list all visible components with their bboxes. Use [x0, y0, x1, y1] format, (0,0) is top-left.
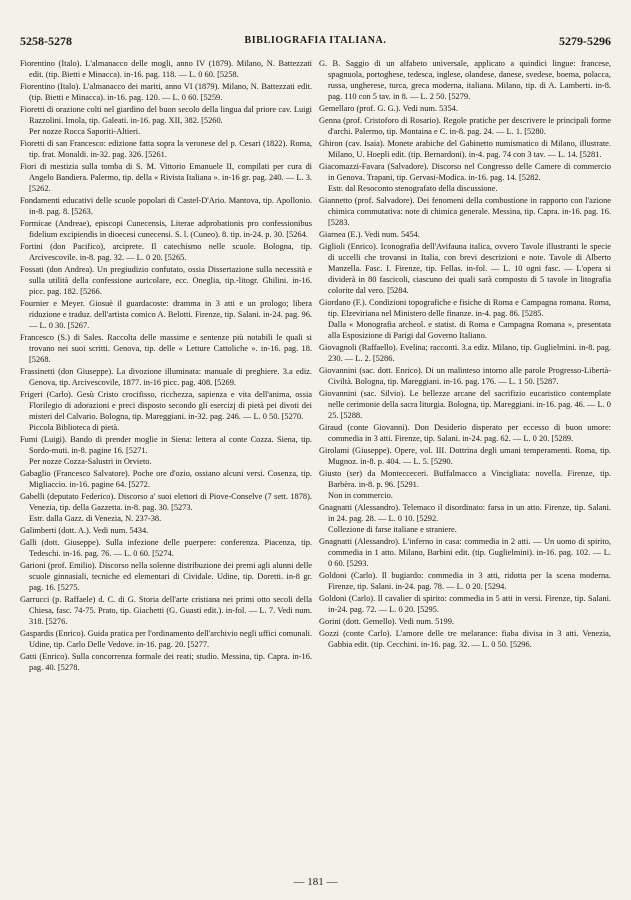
bibliography-entry: Goldoni (Carlo). Il cavalier di spirito: commedia in 5 atti in versi. Firenze, tip. Salani. in-24. pag. 72. — L. 0 20. [5295. — [319, 594, 611, 614]
bibliography-entry: Galimberti (dott. A.). Vedi num. 5434. — [20, 526, 149, 535]
bibliography-entry: Fiori di mestizia sulla tomba di S. M. Vittorio Emanuele II, compilati per cura di Angelo Bandiera. Palermo, tip. della « Rivista Italiana ». in-16 gr. pag. 240. — L. 3. [5262. — [20, 162, 312, 193]
bibliography-entry: Giusto (ser) da Montecceceri. Buffalmacco a Vincigliata: novella. Firenze, tip. Barbèra. in-8. p. 96. [5291. Non in commercio. — [319, 469, 611, 500]
entry-range-right: 5279-5296 — [559, 34, 611, 48]
bibliography-entry: Giacomazzi-Favara (Salvadore). Discorso nel Congresso delle Camere di commercio in Genova. Trapani, tip. Gervasi-Modica. in-16. pag. 14. [5282. Estr. dal Resoconto stenografato della discussione. — [319, 162, 611, 193]
bibliography-entry: G. B. Saggio di un alfabeto universale, applicato a quindici lingue: francese, spagnuola, portoghese, tedesca, inglese, olandese, danese, svedese, boema, polacca, russa, ungherese, turca, greca moderna, italiana. Milano, tip. di A. Lamberti. in-8. pag. 110 con 5 tav. in 8. — L. 2 50. [5279. — [319, 59, 611, 101]
bibliography-columns — [20, 58, 611, 870]
bibliography-entry: Fumi (Luigi). Bando di prender moglie in Siena: lettera al conte Cozza. Siena, tip. Sordo-muti. in-8. pagine 16. [5271. Per nozze Cozza-Salustri in Orvieto. — [20, 435, 312, 466]
bibliography-entry: Francesco (S.) di Sales. Raccolta delle massime e sentenze più notabili le quali si trovano nei suoi scritti. Genova, tip. delle « Letture Cattoliche ». in-16. pag. 18. [5268. — [20, 333, 312, 364]
bibliography-entry: Gatti (Enrico). Sulla concorrenza formale dei reati; studio. Messina, tip. Capra. in-16. pag. 40. [5278. — [20, 652, 312, 672]
bibliography-entry: Fortini (don Pacifico), arciprete. Il catechismo nelle scuole. Bologna, tip. Arcivescovile. in-8. pag. 32. — L. 0 20. [5265. — [20, 242, 312, 262]
bibliography-entry: Gnagnatti (Alessandro). Telemaco il disordinato: farsa in un atto. Firenze, tip. Salani. in 24. pag. 28. — L. 0 10. [5292. Collezione di farse italiane e straniere. — [319, 503, 611, 534]
left-column — [20, 58, 312, 870]
bibliography-entry: Fiorentino (Italo). L'almanacco delle mogli, anno IV (1879). Milano, N. Battezzati edit. (tip. Bietti e Minacca). in-16. pag. 118. — L. 0 60. [5258. — [20, 59, 312, 79]
bibliography-entry: Giannetto (prof. Salvadore). Dei fenomeni della combustione in rapporto con l'azione chimica commutativa: note di chimica generale. Messina, tip. Capra. in-16. pag. 16. [5283. — [319, 196, 611, 227]
bibliography-entry: Girolami (Giuseppe). Opere, vol. III. Dottrina degli umani temperamenti. Roma, tip. Mugnoz. in-8. p. 404. — L. 5. [5290. — [319, 446, 611, 466]
bibliography-entry: Gaspardis (Enrico). Guida pratica per l'ordinamento dell'archivio negli uffici comunali. Udine, tip. Carlo Delle Vedove. in-16. pag. 20. [5277. — [20, 629, 312, 649]
bibliography-entry: Gemellaro (prof. G. G.). Vedi num. 5354. — [319, 104, 458, 113]
page-number: — 181 — — [293, 876, 338, 888]
bibliography-entry: Fondamenti educativi delle scuole popolari di Castel-D'Ario. Mantova, tip. Apollonio. in-8. pag. 8. [5263. — [20, 196, 312, 216]
bibliography-entry: Giordano (F.). Condizioni topografiche e fisiche di Roma e Campagna romana. Roma, tip. Elzeviriana nel Ministero delle finanze. in-4. pag. 86. [5285. Dalla « Monografia archeol. e statist. di Roma e Campagna Romana », presentata alla Esposizione di Parigi dal Governo Italiano. — [319, 298, 611, 340]
page-header — [20, 32, 611, 52]
bibliography-entry: Gorini (dott. Gemello). Vedi num. 5199. — [319, 617, 454, 626]
bibliography-entry: Giarnea (E.). Vedi num. 5454. — [319, 230, 420, 239]
bibliography-entry: Gnagnatti (Alessandro). L'inferno in casa: commedia in 2 atti. — Un uomo di spirito, commedia in 1 atto. Milano, Barbini edit. (tip. Guglielmini). in-16. pag. 102. — L. 0 60. [5293. — [319, 537, 611, 568]
bibliography-entry: Galli (dott. Giuseppe). Sulla infezione delle puerpere: conferenza. Piacenza, tip. Tedeschi. in-16. pag. 76. — L. 0 60. [5274. — [20, 538, 312, 558]
bibliography-entry: Fournier e Meyer. Giosuè il guardacoste: dramma in 3 atti e un prologo; libera riduzione e traduz. dell'artista comico A. Belotti. Firenze, tip. Salani. in-24. pag. 96. — L. 0 30. [5267. — [20, 299, 312, 330]
bibliography-entry: Giglioli (Enrico). Iconografia dell'Avifauna italica, ovvero Tavole illustranti le specie di uccelli che trovansi in Italia, con brevi descrizioni e note. Tavole di Alberto Manzella. Fasc. I. Firenze, tip. Fellas. in-fol. — L. 10 ogni fasc. — L'opera si dividerà in 80 fascicoli, ciascuno dei quali sarà composto di 5 tavole in litografia colorite dal vero. [5284. — [319, 242, 611, 295]
bibliography-entry: Giovannini (sac. dott. Enrico). Di un malinteso intorno alle parole Progresso-Libertà-Civiltà. Bologna, tip. Mareggiani. in-16. pag. 176. — L. 1 50. [5287. — [319, 366, 611, 386]
bibliography-entry: Giovagnoli (Raffaello). Evelina; racconti. 3.a ediz. Milano, tip. Guglielmini. in-8. pag. 230. — L. 2. [5286. — [319, 343, 611, 363]
bibliography-entry: Ghiron (cav. Isaia). Monete arabiche del Gabinetto numismatico di Milano, illustrate. Milano, U. Hoepli edit. (tip. Bernardoni). in-4. pag. 74 con 3 tav. — L. 14. [5281. — [319, 139, 611, 159]
bibliography-entry: Garioni (prof. Emilio). Discorso nella solenne distribuzione dei premi agli alunni delle scuole ginnasiali, tecniche ed elementari di Cividale. Udine, tip. Doretti. in-8 gr. pag. 16. [5275. — [20, 561, 312, 592]
bibliography-entry: Frassinetti (don Giuseppe). La divozione illuminata: manuale di preghiere. 3.a ediz. Genova, tip. Arcivescovile, 1877. in-16 picc. pag. 408. [5269. — [20, 367, 312, 387]
bibliography-entry: Giovannini (sac. Silvio). Le bellezze arcane del sacrifizio eucaristico contemplate nelle cerimonie della sacra liturgia. Bologna, tip. Mareggiani. in-16. pag. 46. — L. 0 25. [5288. — [319, 389, 611, 420]
bibliography-entry: Fioretti di san Francesco: edizione fatta sopra la veronese del p. Cesari (1822). Roma, tip. frat. Monaldi. in-32. pag. 326. [5261. — [20, 139, 312, 159]
entry-range-left: 5258-5278 — [20, 34, 72, 48]
bibliography-entry: Giraud (conte Giovanni). Don Desiderio disperato per eccesso di buon umore: commedia in 3 atti. Firenze, tip. Salani. in-24. pag. 62. — L. 0 20. [5289. — [319, 423, 611, 443]
bibliography-entry: Formicae (Andreae), episcopi Cunecensis, Literae adprobationis pro confessionibus fidelium excipiendis in dioecesi cunecensi. S. l. (Cuneo). 8. tip. in-24. p. 30. [5264. — [20, 219, 312, 239]
bibliography-entry: Goldoni (Carlo). Il bugiardo: commedia in 3 atti, ridotta per la scena moderna. Firenze, tip. Salani. in-24. pag. 78. — L. 0 20. [5294. — [319, 571, 611, 591]
running-title: BIBLIOGRAFIA ITALIANA. — [244, 35, 387, 46]
bibliography-entry: Genna (prof. Cristoforo di Rosario). Regole pratiche per descrivere le principali forme d'archi. Palermo, tip. Montaina e C. in-8. pag. 24. — L. 1. [5280. — [319, 116, 611, 136]
bibliography-entry: Fiorentino (Italo). L'almanacco dei mariti, anno VI (1879). Milano, N. Battezzati edit. (tip. Bietti e Minacca). in-16. pag. 120. — L. 0 60. [5259. — [20, 82, 312, 102]
bibliography-entry: Gabelli (deputato Federico). Discorso a' suoi elettori di Piove-Conselve (7 sett. 1878). Venezia, tip. della Gazzetta. in-8. pag. 30. [5273. Estr. dalla Gazz. di Venezia, N. 237-38. — [20, 492, 312, 523]
bibliography-entry: Fioretti di orazione colti nel giardino del buon secolo della lingua dal priore cav. Luigi Razzolini. Imola, tip. Galeati. in-16. pag. XII, 382. [5260. Per nozze Rocca Saporiti-Altieri. — [20, 105, 312, 136]
bibliography-entry: Gabaglio (Francesco Salvatore). Poche ore d'ozio, ossiano alcuni versi. Cosenza, tip. Migliaccio. in-16. pagine 64. [5272. — [20, 469, 312, 489]
bibliography-entry: Gozzi (conte Carlo). L'amore delle tre melarance: fiaba divisa in 3 atti. Venezia, Gabbia edit. (tip. Cecchini. in-16. pag. 32. — L. 0 50. [5296. — [319, 629, 611, 649]
bibliography-entry: Fossati (don Andrea). Un pregiudizio confutato, ossia Dissertazione sulla necessità e sulla utilità della confessione auricolare, ecc. Oneglia, tip.-litogr. Ghilini. in-16. picc. pag. 182. [5266. — [20, 265, 312, 296]
bibliography-entry: Frigeri (Carlo). Gesù Cristo crocifisso, ricchezza, sapienza e vita dell'anima, ossia Florilegio di adorazioni e preci disposto secondo gli esercizj di pietà pei divoti dei misteri del Calvario. Bologna, tip. Mareggiani. in-32. pag. 246. — L. 0 50. [5270. Piccola Biblioteca di pietà. — [20, 390, 312, 432]
right-column — [319, 58, 611, 870]
bibliography-entry: Garrucci (p. Raffaele) d. C. di G. Storia dell'arte cristiana nei primi otto secoli della Chiesa, fasc. 74-75. Prato, tip. Giachetti (G. Guasti edit.). in-fol. — L. 7. Vedi num. 318. [5276. — [20, 595, 312, 626]
